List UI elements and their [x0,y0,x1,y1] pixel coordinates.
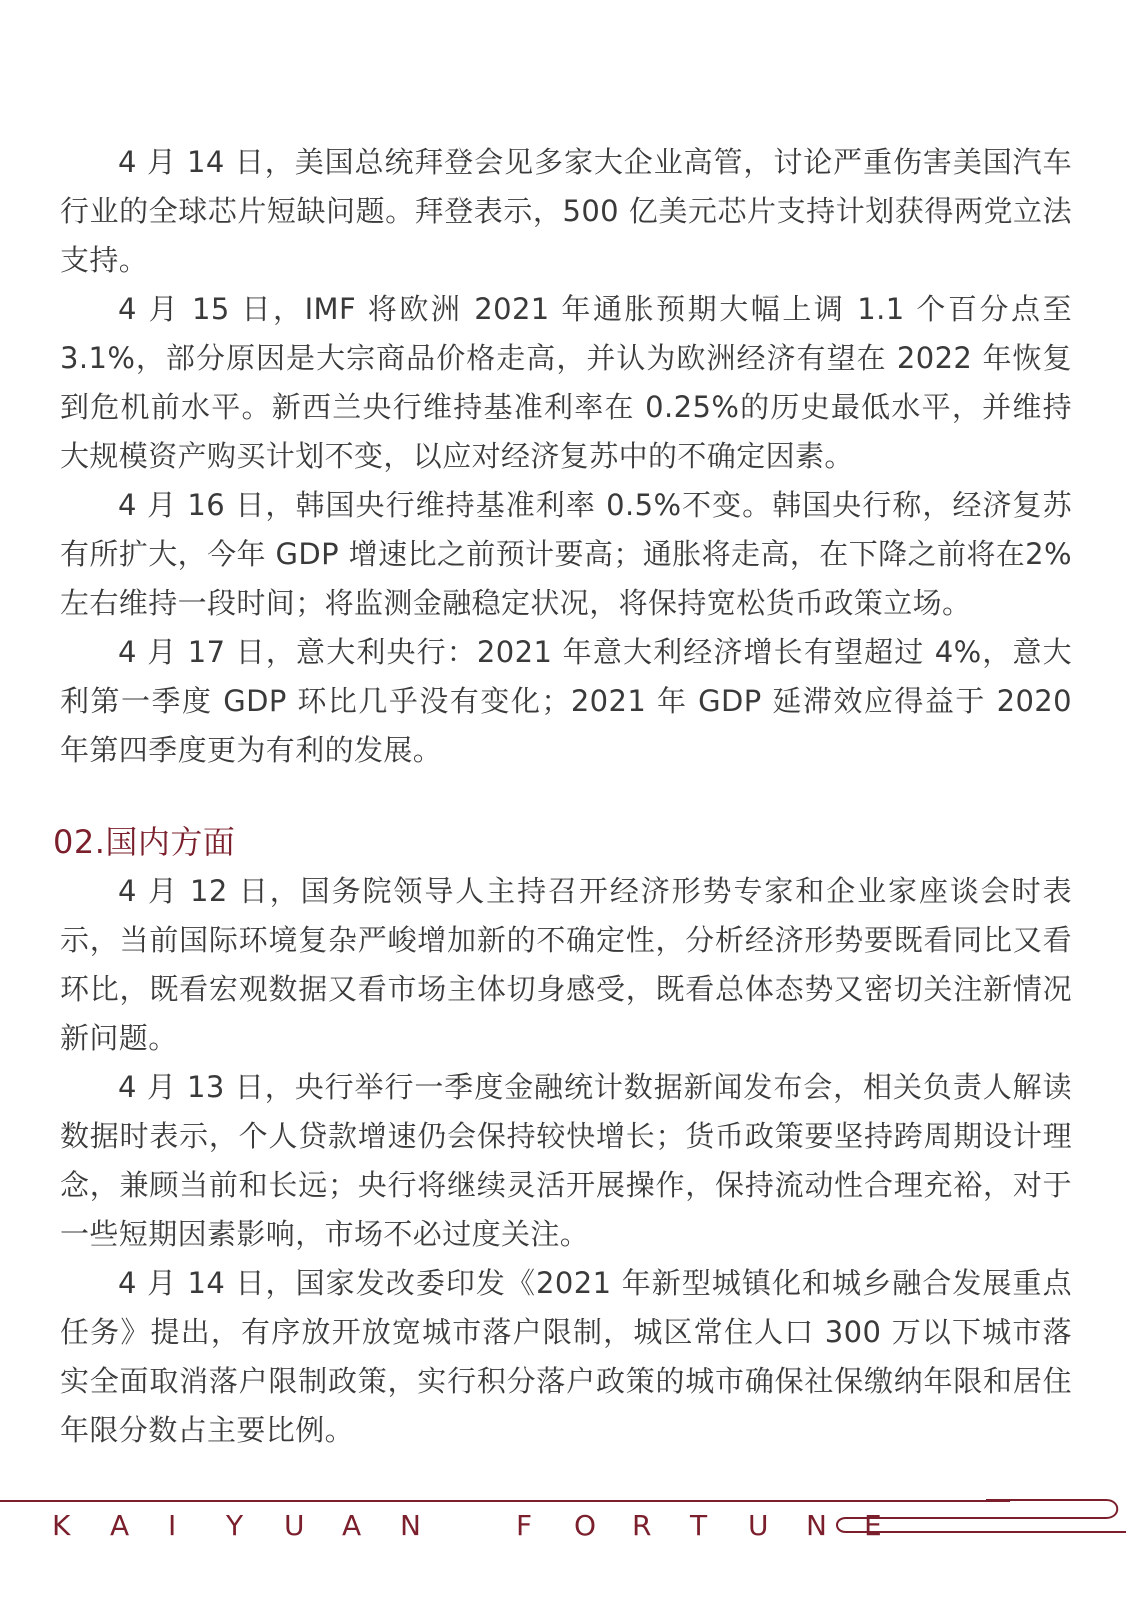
paragraph-domestic-0412: 4 月 12 日，国务院领导人主持召开经济形势专家和企业家座谈会时表示，当前国际环境复杂严峻增加新的不确定性，分析经济形势要既看同比又看环比，既看宏观数据又看市场主体切身感受，既看总体态势又密切关注新情况新问题。 [60,874,1072,1055]
paragraph-intl-0417: 4 月 17 日，意大利央行：2021 年意大利经济增长有望超过 4%，意大利第一季度 GDP 环比几乎没有变化；2021 年 GDP 延滞效应得益于 2020 年第四季度更为有利的发展。 [60,635,1072,767]
brand-letter: K [52,1509,71,1542]
brand-letter: T [690,1509,708,1542]
paragraph-intl-0415: 4 月 15 日，IMF 将欧洲 2021 年通胀预期大幅上调 1.1 个百分点至3.1%，部分原因是大宗商品价格走高，并认为欧洲经济有望在 2022 年恢复到危机前水平。新西兰央行维持基准利率在 0.25%的历史最低水平，并维持大规模资产购买计划不变，以应对经济复苏中的不确定因素。 [60,292,1072,473]
brand-letter: O [574,1509,597,1542]
brand-letter: N [806,1509,827,1542]
brand-letter: F [516,1509,533,1542]
document-body [53,138,1072,1455]
footer-brand-wordmark [52,1508,922,1544]
section-heading-domestic: 02.国内方面 [53,823,236,861]
brand-letter: U [748,1509,769,1542]
paragraph-domestic-0413: 4 月 13 日，央行举行一季度金融统计数据新闻发布会，相关负责人解读数据时表示，个人贷款增速仍会保持较快增长；货币政策要坚持跨周期设计理念，兼顾当前和长远；央行将继续灵活开展操作，保持流动性合理充裕，对于一些短期因素影响，市场不必过度关注。 [60,1070,1072,1251]
footer-swoosh-decoration [836,1496,1126,1536]
paragraph-intl-0404: 4 月 14 日，美国总统拜登会见多家大企业高管，讨论严重伤害美国汽车行业的全球芯片短缺问题。拜登表示，500 亿美元芯片支持计划获得两党立法支持。 [60,145,1072,277]
brand-letter: U [284,1509,305,1542]
brand-letter: E [864,1509,882,1542]
brand-letter: A [110,1509,130,1542]
brand-letter: I [168,1509,177,1542]
brand-letter: A [342,1509,362,1542]
brand-letter: N [400,1509,421,1542]
brand-letter: R [632,1509,652,1542]
paragraph-domestic-0414: 4 月 14 日，国家发改委印发《2021 年新型城镇化和城乡融合发展重点任务》提出，有序放开放宽城市落户限制，城区常住人口 300 万以下城市落实全面取消落户限制政策，实行积分落户政策的城市确保社保缴纳年限和居住年限分数占主要比例。 [60,1266,1072,1447]
paragraph-intl-0416: 4 月 16 日，韩国央行维持基准利率 0.5%不变。韩国央行称，经济复苏有所扩大，今年 GDP 增速比之前预计要高；通胀将走高，在下降之前将在2%左右维持一段时间；将监测金融稳定状况，将保持宽松货币政策立场。 [60,488,1072,620]
brand-letter: Y [226,1509,244,1542]
